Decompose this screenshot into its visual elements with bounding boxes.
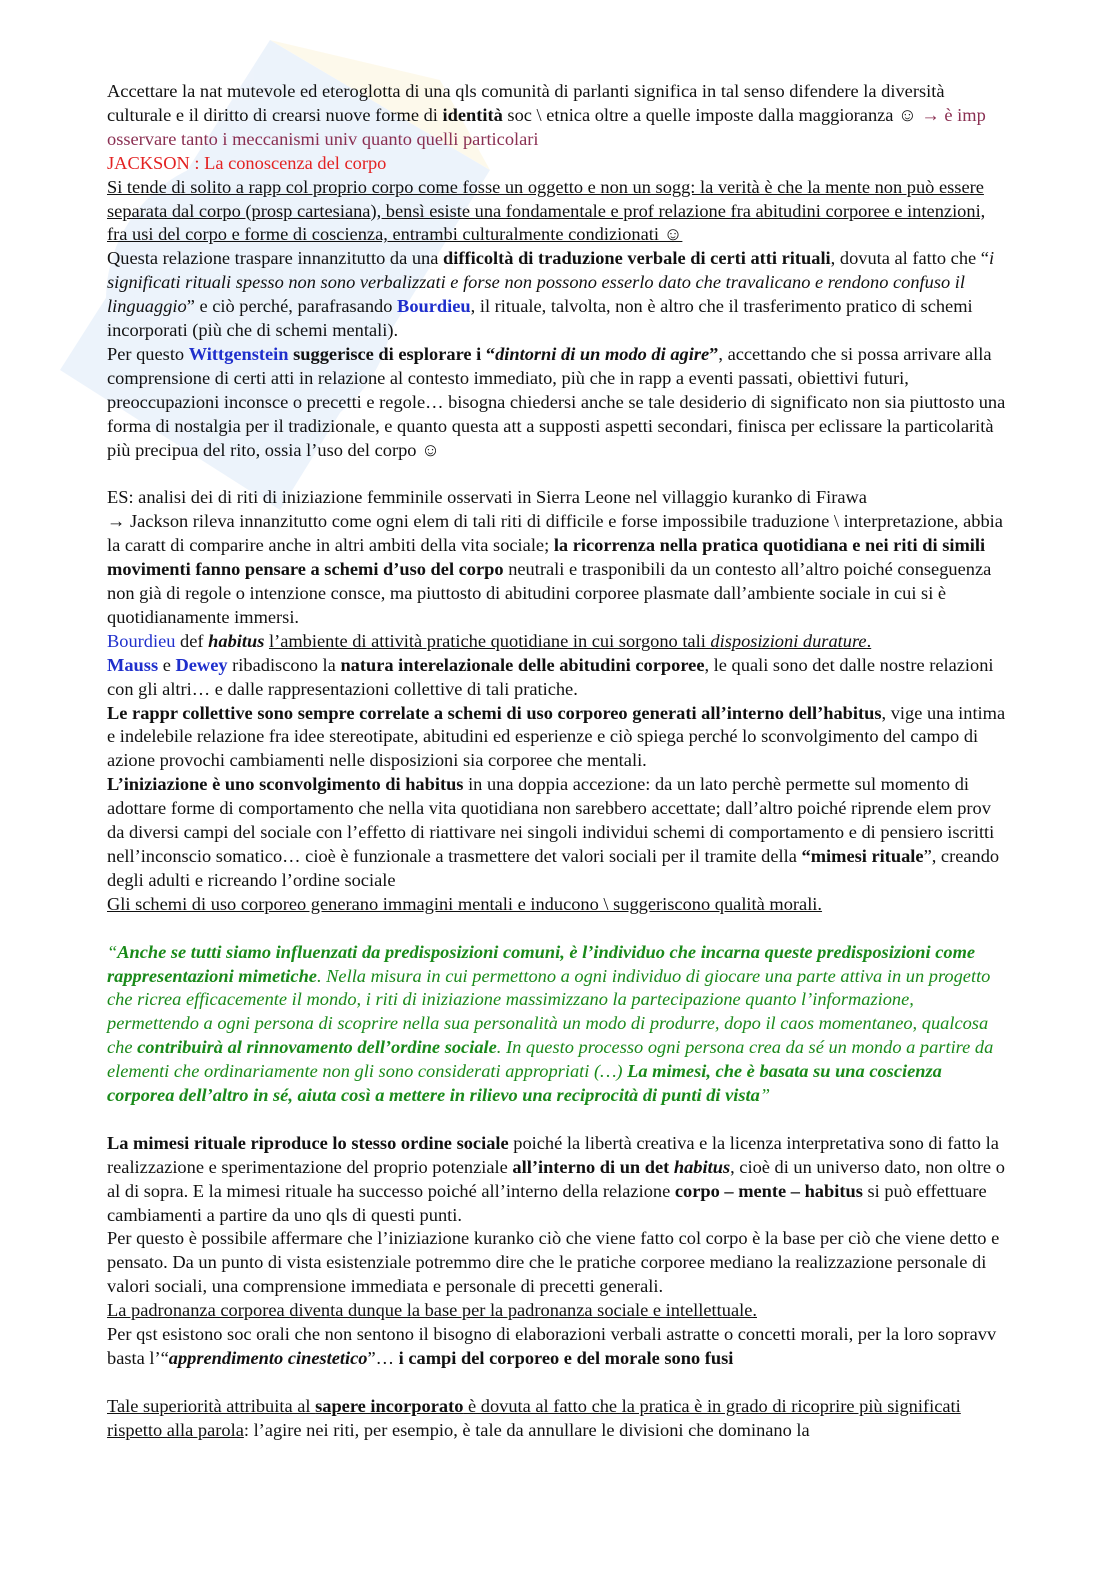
document-body (107, 80, 1007, 1443)
paragraph-mauss-dewey: Mauss e Dewey ribadiscono la natura interelazionale delle abitudini corporee, le quali sono det dalle nostre relazioni con gli altri… e dalle rappresentazioni collettive di tali pratiche. (107, 654, 994, 699)
author-name: Mauss (107, 654, 159, 675)
author-name: Dewey (175, 654, 228, 675)
spacer (107, 463, 1007, 487)
paragraph-intro: Accettare la nat mutevole ed eteroglotta di una qls comunità di parlanti significa in tal senso difendere la diversità culturale e il diritto di crearsi nuove forme di identità soc \ etnica oltre a quelle imposte dalla maggioranza ☺ → è imp osservare tanto i meccanismi univ quanto quelli particolari (107, 81, 986, 149)
paragraph-ritual-translation: Questa relazione traspare innanzitutto da una difficoltà di traduzione verbale di certi atti rituali, dovuta al fatto che “i significati rituali spesso non sono verbalizzati e forse non possono esserlo dato che travalicano e rendono confuso il linguaggio” e ciò perché, parafrasando Bourdieu, il rituale, talvolta, non è altro che il trasferimento pratico di schemi incorporati (più che di schemi mentali). (107, 248, 995, 341)
section-heading: JACKSON : La conoscenza del corpo (107, 152, 387, 173)
author-name: Wittgenstein (188, 343, 289, 364)
spacer (107, 1371, 1007, 1395)
author-name: Bourdieu (107, 630, 176, 651)
paragraph-body-schemes: Gli schemi di uso corporeo generano immagini mentali e inducono \ suggeriscono qualità morali. (107, 893, 823, 914)
paragraph-kuranko: Per questo è possibile affermare che l’iniziazione kuranko ciò che viene fatto col corpo è la base per ciò che viene detto e pensato. Da un punto di vista esistenziale potremmo dire che le pratiche corporee mediano la realizzazione personale di valori sociali, una comprensione immediata e personale di precetti generali. (107, 1228, 1000, 1297)
arrow-icon: → (107, 511, 126, 532)
arrow-icon: → (921, 104, 940, 125)
paragraph-initiation: L’iniziazione è uno sconvolgimento di habitus in una doppia accezione: da un lato perchè permette sul momento di adottare forme di comportamento che nella vita quotidiana non sarebbero accettate; dall’altro poiché riprende elem prov da diversi campi del sociale con l’effetto di riattivare nei singoli individui schemi di comportamento e di pensiero iscritti nell’inconscio somatico… cioè è funzionale a trasmettere det valori sociali per il tramite della “mimesi rituale”, creando degli adulti e ricreando l’ordine sociale (107, 774, 1000, 890)
paragraph-body-mind: Si tende di solito a rapp col proprio corpo come fosse un oggetto e non un sogg: la verità è che la mente non può essere separata dal corpo (prosp cartesiana), bensì esiste una fondamentale e prof relazione fra abitudini corporee e intenzioni, fra usi del corpo e forme di coscienza, entrambi culturalmente condizionati ☺ (107, 176, 986, 245)
paragraph-wittgenstein: Per questo Wittgenstein suggerisce di esplorare i “dintorni di un modo di agire”, accettando che si possa arrivare alla comprensione di certi atti in relazione al contesto immediato, più che in rapp a eventi passati, obiettivi futuri, preoccupazioni inconsce o precetti e regole… bisogna chiedersi anche se tale desiderio di significato non sia piuttosto una forma di nostalgia per il tradizionale, e quanto questa att a supposti aspetti secondari, finisca per eclissare la particolarità più precipua del rito, ossia l’uso del corpo ☺ (107, 343, 1006, 460)
paragraph-collective-representations: Le rappr collettive sono sempre correlate a schemi di uso corporeo generati all’interno dell’habitus, vige una intima e indelebile relazione fra idee stereotipate, abitudini ed esperienze e ciò spiega perché lo sconvolgimento del campo di azione provochi cambiamenti nelle disposizioni sia corporee che mentali. (107, 702, 1006, 771)
paragraph-bourdieu-habitus: Bourdieu def habitus l’ambiente di attività pratiche quotidiane in cui sorgono tali disposizioni durature. (107, 630, 872, 651)
paragraph-mastery: La padronanza corporea diventa dunque la base per la padronanza sociale e intellettuale. (107, 1300, 757, 1321)
spacer (107, 1108, 1007, 1132)
paragraph-oral-societies: Per qst esistono soc orali che non sentono il bisogno di elaborazioni verbali astratte o concetti morali, per la loro sopravv basta l’“apprendimento cinestetico”… i campi del corporeo e del morale sono fusi (107, 1324, 997, 1368)
paragraph-example: ES: analisi dei di riti di iniziazione femminile osservati in Sierra Leone nel villaggio kuranko di Firawa → Jackson rileva innanzitutto come ogni elem di tali riti di difficile e forse impossibile traduzione \ interpretazione, abbia la caratt di comparire anche in altri ambiti della vita sociale; la ricorrenza nella pratica quotidiana e nei riti di simili movimenti fanno pensare a schemi d’uso del corpo neutrali e trasponibili da un contesto all’altro poiché conseguenza non già di regole o intenzione consce, ma piuttosto di abitudini corporee plasmate dall’ambiente sociale in cui si è quotidianamente immersi. (107, 487, 1003, 627)
author-name: Bourdieu (397, 296, 471, 317)
spacer (107, 917, 1007, 941)
quote-block: “Anche se tutti siamo influenzati da predisposizioni comuni, è l’individuo che incarna queste predisposizioni come rappresentazioni mimetiche. Nella misura in cui permettono a ogni individuo di giocare una parte attiva in un progetto che ricrea efficacemente il mondo, i riti di iniziazione massimizzano la partecipazione quanto l’informazione, permettendo a ogni persona di scoprire nella sua personalità un modo di produrre, dopo il caos momentaneo, qualcosa che contribuirà al rinnovamento dell’ordine sociale. In questo processo ogni persona crea da sé un mondo a partire da elementi che ordinariamente non gli sono considerati appropriati (…) La mimesi, che è basata su una coscienza corporea dell’altro in sé, aiuta così a mettere in rilievo una reciprocità di punti di vista” (107, 941, 994, 1106)
paragraph-ritual-mimesis: La mimesi rituale riproduce lo stesso ordine sociale poiché la libertà creativa e la licenza interpretativa sono di fatto la realizzazione e sperimentazione del proprio potenziale all’interno di un det habitus, cioè di un universo dato, non oltre o al di sopra. E la mimesi rituale ha successo poiché all’interno della relazione corpo – mente – habitus si può effettuare cambiamenti a partire da uno qls di questi punti. (107, 1132, 1005, 1225)
paragraph-embodied-knowledge: Tale superiorità attribuita al sapere incorporato è dovuta al fatto che la pratica è in grado di ricoprire più significati rispetto alla parola: l’agire nei riti, per esempio, è tale da annullare le divisioni che dominano la (107, 1395, 961, 1440)
